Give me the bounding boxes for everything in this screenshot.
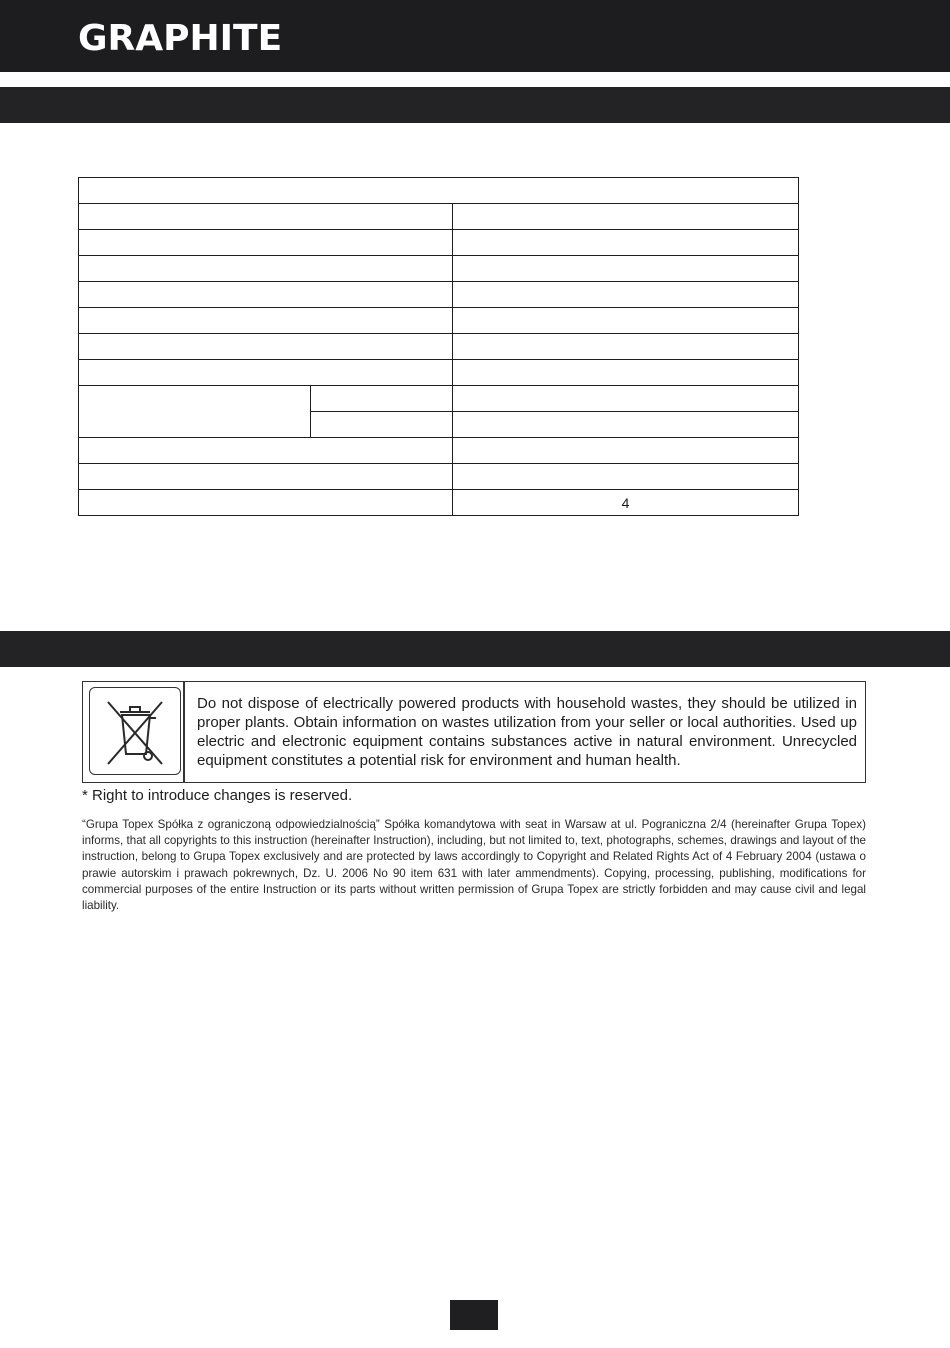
table-row	[79, 308, 799, 334]
table-cell	[453, 360, 799, 386]
svg-text:GRAPHITE: GRAPHITE	[78, 18, 283, 56]
graphite-logo	[78, 14, 318, 56]
table-row	[79, 464, 799, 490]
table-row	[79, 360, 799, 386]
table-cell	[79, 204, 453, 230]
table-cell	[79, 256, 453, 282]
table-row	[79, 230, 799, 256]
table-row	[79, 204, 799, 230]
section-band-technical	[0, 87, 950, 123]
table-cell	[79, 334, 453, 360]
page-number-cell: 4	[453, 490, 799, 516]
table-cell	[453, 412, 799, 438]
table-cell	[453, 464, 799, 490]
table-cell	[453, 308, 799, 334]
table-row	[79, 178, 799, 204]
section-band-environment	[0, 631, 950, 667]
table-cell	[79, 438, 453, 464]
table-cell	[79, 230, 453, 256]
table-cell	[453, 230, 799, 256]
page-number-tab	[450, 1300, 498, 1330]
table-row	[79, 438, 799, 464]
crossed-out-wheelie-bin-icon	[90, 688, 180, 774]
table-row	[79, 282, 799, 308]
table-row	[79, 386, 799, 412]
spec-table	[78, 177, 799, 516]
page-header	[0, 0, 950, 72]
weee-divider	[183, 682, 185, 782]
table-cell	[79, 490, 453, 516]
table-cell	[453, 334, 799, 360]
table-row	[79, 334, 799, 360]
weee-notice	[82, 681, 866, 783]
table-cell	[311, 386, 453, 412]
changes-note: * Right to introduce changes is reserved.	[82, 787, 353, 804]
table-cell	[79, 386, 311, 438]
table-cell	[311, 412, 453, 438]
table-cell	[453, 256, 799, 282]
table-cell	[79, 282, 453, 308]
table-cell	[453, 282, 799, 308]
table-row	[79, 490, 799, 516]
table-cell	[453, 204, 799, 230]
table-cell	[79, 308, 453, 334]
table-cell	[453, 386, 799, 412]
table-cell	[79, 178, 799, 204]
copyright-notice: “Grupa Topex Spółka z ograniczoną odpowiedzialnością” Spółka komandytowa with seat in Warsaw at ul. Pograniczna 2/4 (hereinafter Grupa Topex) informs, that all copyrights to this instruction (hereinafter Instruction), including, but not limited to, text, photographs, schemes, drawings and layout of the instruction, belong to Grupa Topex exclusively and are protected by laws accordingly to Copyright and Related Rights Act of 4 February 2004 (ustawa o prawie autorskim i prawach pokrewnych, Dz. U. 2006 No 90 item 631 with later ammendments). Copying, processing, publishing, modifications for commercial purposes of the entire Instruction or its parts without written permission of Grupa Topex are strictly forbidden and may cause civil and legal liability.	[82, 818, 866, 913]
table-row	[79, 256, 799, 282]
weee-icon-frame	[89, 687, 181, 775]
weee-text: Do not dispose of electrically powered products with household wastes, they should be utilized in proper plants. Obtain information on wastes utilization from your seller or local authorities. Used up electric and electronic equipment contains substances active in natural environment. Unrecycled equipment constitutes a potential risk for environment and human health.	[197, 695, 857, 769]
table-cell	[79, 360, 453, 386]
table-cell	[79, 464, 453, 490]
table-cell	[453, 438, 799, 464]
